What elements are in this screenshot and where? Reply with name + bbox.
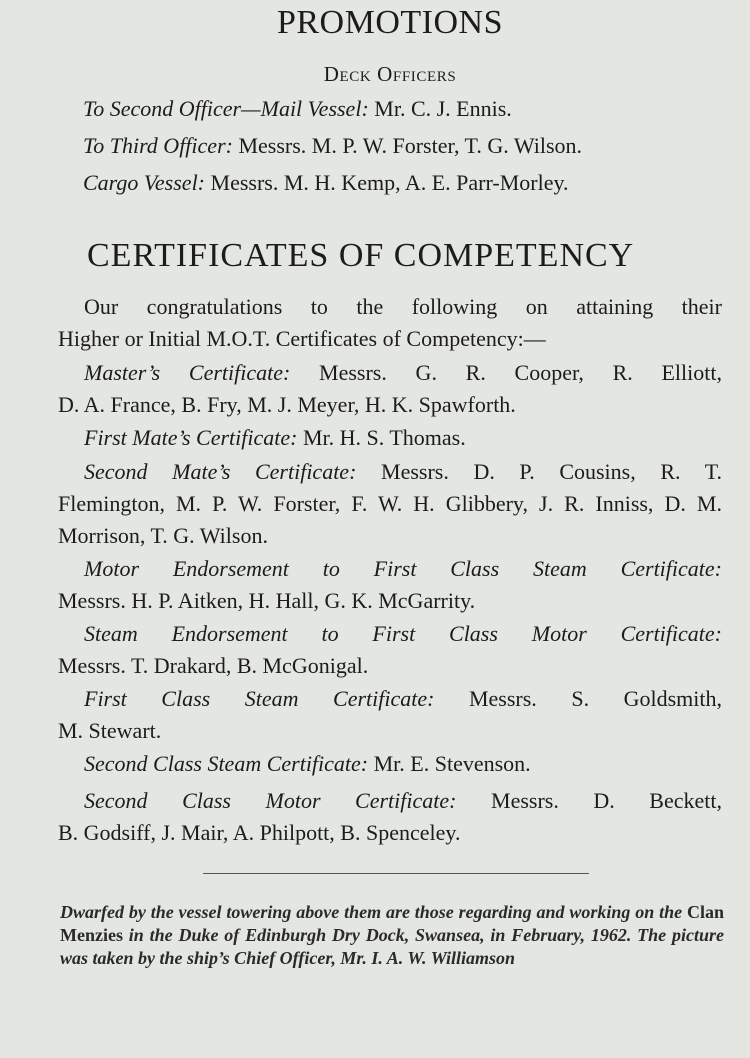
certificate-names-continued: Messrs. H. P. Aitken, H. Hall, G. K. McGarrity. xyxy=(58,588,476,613)
intro-first-line: Our congratulations to the following on attaining their xyxy=(84,294,722,319)
certificate-label: First Mate’s Certificate: xyxy=(84,425,298,450)
certificate-label: Second Class Steam Certificate: xyxy=(84,751,369,776)
promotion-names: Messrs. M. P. W. Forster, T. G. Wilson. xyxy=(232,133,583,158)
certificate-names-continued: Flemington, M. P. W. Forster, F. W. H. Glibbery, J. R. Inniss, D. M. Morrison, T. G. Wilson. xyxy=(58,491,722,548)
entry-masters-certificate xyxy=(58,357,722,421)
certificate-names-continued: B. Godsiff, J. Mair, A. Philpott, B. Spenceley. xyxy=(58,820,461,845)
certificate-names: Messrs. D. P. Cousins, R. T. xyxy=(356,459,723,484)
entry-first-mates-certificate xyxy=(58,422,722,454)
caption-text-1: Dwarfed by the vessel towering above them are those regarding and working on the xyxy=(60,902,687,922)
certificate-label: Motor Endorsement to First Class Steam Certificate: xyxy=(84,556,722,581)
promotion-line-third-officer xyxy=(83,133,582,159)
certificate-names-continued: Messrs. T. Drakard, B. McGonigal. xyxy=(58,653,369,678)
certificate-names: Mr. E. Stevenson. xyxy=(368,751,531,776)
entry-first-class-steam xyxy=(58,683,722,747)
promotion-names: Mr. C. J. Ennis. xyxy=(368,96,512,121)
certificate-names: Mr. H. S. Thomas. xyxy=(297,425,466,450)
certificate-label: Second Class Motor Certificate: xyxy=(84,788,457,813)
promotion-line-cargo-vessel xyxy=(83,170,569,196)
photo-caption xyxy=(60,901,724,970)
certificate-label: Master’s Certificate: xyxy=(84,360,291,385)
caption-text-2: in the Duke of Edinburgh Dry Dock, Swansea, in February xyxy=(122,925,581,945)
certificates-heading: CERTIFICATES OF COMPETENCY xyxy=(87,237,635,274)
promotion-line-second-officer xyxy=(83,96,512,122)
deck-officers-subheading: Deck Officers xyxy=(323,62,457,86)
certificate-names-continued: M. Stewart. xyxy=(58,718,162,743)
entry-motor-endorsement xyxy=(58,553,722,617)
promotion-label: Cargo Vessel: xyxy=(83,170,206,195)
entry-second-class-steam xyxy=(58,748,722,780)
certificate-names: Messrs. S. Goldsmith, xyxy=(434,686,722,711)
intro-rest: Higher or Initial M.O.T. Certificates of Competency:— xyxy=(58,326,546,351)
certificate-label: Second Mate’s Certificate: xyxy=(84,459,357,484)
certificate-names: Messrs. D. Beckett, xyxy=(456,788,722,813)
caption-text-3: , 1962. The picture was taken by the ship’s Chief Officer, Mr. I. A. W. Williamson xyxy=(60,925,724,968)
certificate-label: Steam Endorsement to First Class Motor Certificate: xyxy=(84,621,722,646)
entry-second-class-motor xyxy=(58,785,722,849)
section-divider xyxy=(203,873,589,874)
certificate-names-continued: D. A. France, B. Fry, M. J. Meyer, H. K. Spawforth. xyxy=(58,392,516,417)
promotion-label: To Second Officer—Mail Vessel: xyxy=(83,96,369,121)
certificates-intro xyxy=(58,291,722,355)
caption-ship-name: Clan Menzies xyxy=(60,902,724,945)
promotion-label: To Third Officer: xyxy=(83,133,233,158)
entry-second-mates-certificate xyxy=(58,456,722,552)
entry-steam-endorsement xyxy=(58,618,722,682)
promotions-heading: PROMOTIONS xyxy=(276,4,504,41)
certificate-label: First Class Steam Certificate: xyxy=(84,686,435,711)
promotion-names: Messrs. M. H. Kemp, A. E. Parr-Morley. xyxy=(205,170,569,195)
certificate-names: Messrs. G. R. Cooper, R. Elliott, xyxy=(290,360,722,385)
